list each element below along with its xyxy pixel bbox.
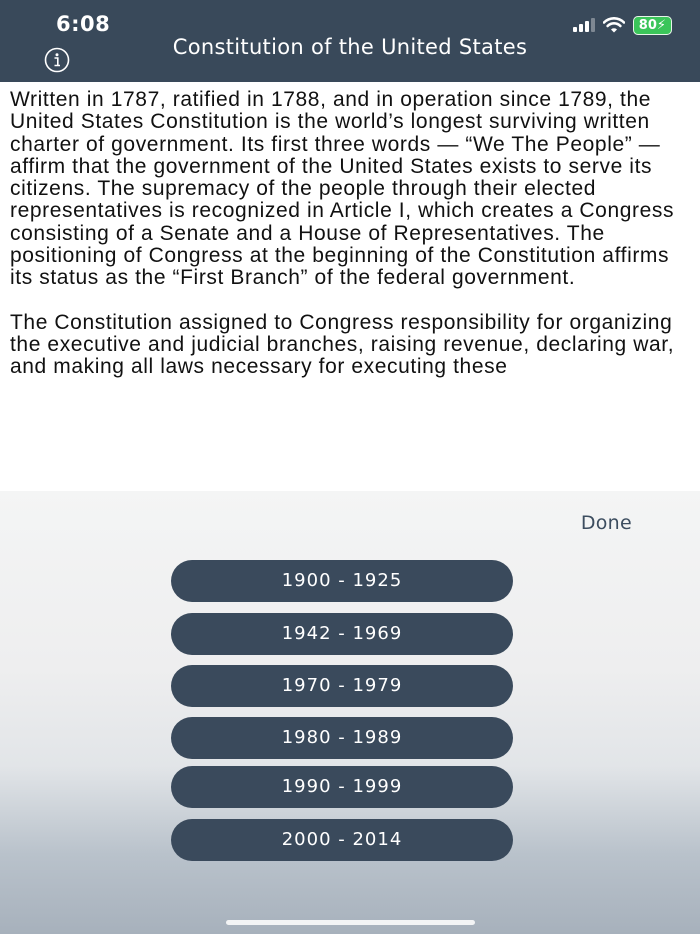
home-indicator[interactable] bbox=[226, 920, 475, 925]
wifi-icon bbox=[603, 17, 625, 33]
battery-icon: 80⚡ bbox=[633, 16, 672, 35]
constitution-article[interactable] bbox=[10, 89, 694, 491]
range-button-1980-1989[interactable]: 1980 - 1989 bbox=[171, 717, 513, 759]
done-button[interactable]: Done bbox=[580, 512, 632, 534]
status-indicators bbox=[573, 14, 672, 36]
article-paragraph: The Constitution assigned to Congress responsibility for organizing the executive and judicial branches, raising revenue, declaring war, and making all laws necessary for executing these bbox=[10, 310, 675, 379]
status-time: 6:08 bbox=[56, 12, 111, 36]
range-button-1900-1925[interactable]: 1900 - 1925 bbox=[171, 560, 513, 602]
range-button-1970-1979[interactable]: 1970 - 1979 bbox=[171, 665, 513, 707]
year-range-picker bbox=[0, 491, 700, 934]
app-header bbox=[0, 0, 700, 82]
article-paragraph: Written in 1787, ratified in 1788, and in operation since 1789, the United States Constitution is the world’s longest surviving written charter of government. Its first three words — “We The People” — affirm that the government of the United States exists to serve its citizens. The supremacy of the people through their elected representatives is recognized in Article I, which creates a Congress consisting of a Senate and a House of Representatives. The positioning of Congress at the beginning of the Constitution affirms its status as the “First Branch” of the federal government. bbox=[10, 89, 675, 290]
cellular-signal-icon bbox=[573, 18, 595, 32]
page-title: Constitution of the United States bbox=[172, 35, 528, 59]
info-icon[interactable] bbox=[43, 46, 71, 74]
range-button-2000-2014[interactable]: 2000 - 2014 bbox=[171, 819, 513, 861]
range-button-1942-1969[interactable]: 1942 - 1969 bbox=[171, 613, 513, 655]
range-button-1990-1999[interactable]: 1990 - 1999 bbox=[171, 766, 513, 808]
